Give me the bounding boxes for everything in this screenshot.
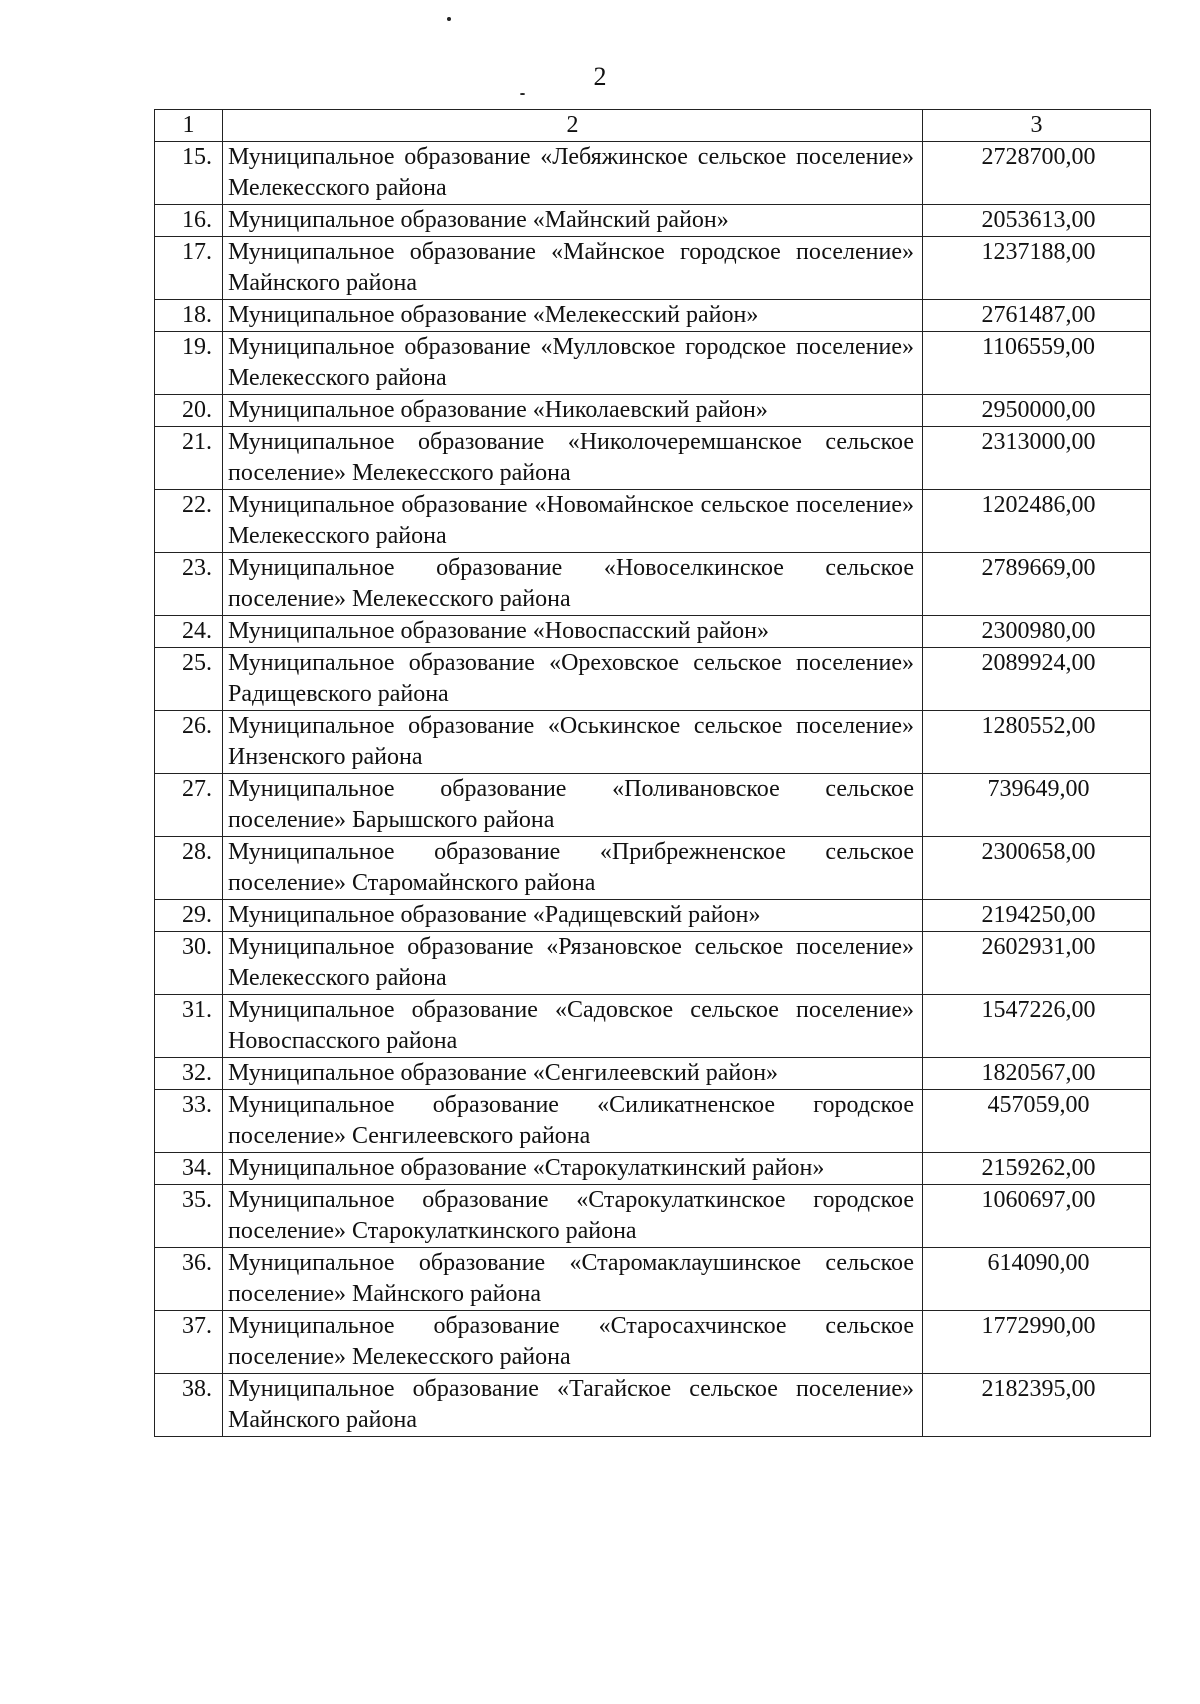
amount: 2728700,00 bbox=[923, 142, 1151, 205]
table-row bbox=[155, 711, 1151, 774]
amount: 614090,00 bbox=[923, 1248, 1151, 1311]
recipients-table bbox=[154, 109, 1151, 1437]
table-row bbox=[155, 648, 1151, 711]
row-number: 16. bbox=[155, 205, 223, 237]
municipality-name: Муниципальное образование «Майнское городское поселение» Майнского района bbox=[223, 237, 923, 300]
table-row bbox=[155, 995, 1151, 1058]
municipality-name: Муниципальное образование «Садовское сельское поселение» Новоспасского района bbox=[223, 995, 923, 1058]
municipality-name: Муниципальное образование «Новоселкинское сельское поселение» Мелекесского района bbox=[223, 553, 923, 616]
row-number: 19. bbox=[155, 332, 223, 395]
table-row bbox=[155, 300, 1151, 332]
amount: 1237188,00 bbox=[923, 237, 1151, 300]
row-number: 27. bbox=[155, 774, 223, 837]
amount: 2789669,00 bbox=[923, 553, 1151, 616]
table-row bbox=[155, 932, 1151, 995]
row-number: 18. bbox=[155, 300, 223, 332]
amount: 2300658,00 bbox=[923, 837, 1151, 900]
row-number: 28. bbox=[155, 837, 223, 900]
amount: 2182395,00 bbox=[923, 1374, 1151, 1437]
table-header bbox=[155, 110, 1151, 142]
scan-speck bbox=[520, 93, 525, 95]
row-number: 32. bbox=[155, 1058, 223, 1090]
table-row bbox=[155, 1311, 1151, 1374]
row-number: 21. bbox=[155, 427, 223, 490]
page-number: 2 bbox=[593, 62, 607, 91]
municipality-name: Муниципальное образование «Лебяжинское сельское поселение» Мелекесского района bbox=[223, 142, 923, 205]
municipality-name: Муниципальное образование «Старосахчинское сельское поселение» Мелекесского района bbox=[223, 1311, 923, 1374]
municipality-name: Муниципальное образование «Старокулаткинское городское поселение» Старокулаткинского района bbox=[223, 1185, 923, 1248]
table-row bbox=[155, 616, 1151, 648]
table-row bbox=[155, 774, 1151, 837]
amount: 2159262,00 bbox=[923, 1153, 1151, 1185]
table-row bbox=[155, 237, 1151, 300]
municipality-name: Муниципальное образование «Прибрежненское сельское поселение» Старомайнского района bbox=[223, 837, 923, 900]
row-number: 38. bbox=[155, 1374, 223, 1437]
header-col-1: 1 bbox=[155, 110, 223, 142]
table-row bbox=[155, 837, 1151, 900]
row-number: 20. bbox=[155, 395, 223, 427]
municipality-name: Муниципальное образование «Поливановское сельское поселение» Барышского района bbox=[223, 774, 923, 837]
table-row bbox=[155, 395, 1151, 427]
header-row bbox=[155, 110, 1151, 142]
row-number: 30. bbox=[155, 932, 223, 995]
municipality-name: Муниципальное образование «Николаевский район» bbox=[223, 395, 923, 427]
municipality-name: Муниципальное образование «Майнский район» bbox=[223, 205, 923, 237]
amount: 1060697,00 bbox=[923, 1185, 1151, 1248]
table-row bbox=[155, 490, 1151, 553]
table-row bbox=[155, 205, 1151, 237]
municipality-name: Муниципальное образование «Оськинское сельское поселение» Инзенского района bbox=[223, 711, 923, 774]
row-number: 34. bbox=[155, 1153, 223, 1185]
row-number: 36. bbox=[155, 1248, 223, 1311]
amount: 2300980,00 bbox=[923, 616, 1151, 648]
amount: 457059,00 bbox=[923, 1090, 1151, 1153]
amount: 2313000,00 bbox=[923, 427, 1151, 490]
amount: 2053613,00 bbox=[923, 205, 1151, 237]
municipality-name: Муниципальное образование «Старокулаткинский район» bbox=[223, 1153, 923, 1185]
row-number: 37. bbox=[155, 1311, 223, 1374]
row-number: 15. bbox=[155, 142, 223, 205]
municipality-name: Муниципальное образование «Новоспасский район» bbox=[223, 616, 923, 648]
municipality-name: Муниципальное образование «Мулловское городское поселение» Мелекесского района bbox=[223, 332, 923, 395]
amount: 2761487,00 bbox=[923, 300, 1151, 332]
row-number: 31. bbox=[155, 995, 223, 1058]
amount: 2194250,00 bbox=[923, 900, 1151, 932]
amount: 1547226,00 bbox=[923, 995, 1151, 1058]
municipality-name: Муниципальное образование «Радищевский район» bbox=[223, 900, 923, 932]
row-number: 17. bbox=[155, 237, 223, 300]
row-number: 33. bbox=[155, 1090, 223, 1153]
table-row bbox=[155, 1090, 1151, 1153]
amount: 739649,00 bbox=[923, 774, 1151, 837]
row-number: 35. bbox=[155, 1185, 223, 1248]
row-number: 25. bbox=[155, 648, 223, 711]
municipality-name: Муниципальное образование «Мелекесский район» bbox=[223, 300, 923, 332]
municipality-name: Муниципальное образование «Тагайское сельское поселение» Майнского района bbox=[223, 1374, 923, 1437]
row-number: 26. bbox=[155, 711, 223, 774]
table-row bbox=[155, 142, 1151, 205]
municipality-name: Муниципальное образование «Рязановское сельское поселение» Мелекесского района bbox=[223, 932, 923, 995]
row-number: 22. bbox=[155, 490, 223, 553]
amount: 1820567,00 bbox=[923, 1058, 1151, 1090]
municipality-name: Муниципальное образование «Старомаклаушинское сельское поселение» Майнского района bbox=[223, 1248, 923, 1311]
municipality-name: Муниципальное образование «Сенгилеевский район» bbox=[223, 1058, 923, 1090]
table-row bbox=[155, 900, 1151, 932]
table-row bbox=[155, 1185, 1151, 1248]
table-row bbox=[155, 553, 1151, 616]
municipality-name: Муниципальное образование «Ореховское сельское поселение» Радищевского района bbox=[223, 648, 923, 711]
row-number: 24. bbox=[155, 616, 223, 648]
amount: 2089924,00 bbox=[923, 648, 1151, 711]
amount: 2950000,00 bbox=[923, 395, 1151, 427]
row-number: 23. bbox=[155, 553, 223, 616]
header-col-2: 2 bbox=[223, 110, 923, 142]
amount: 1106559,00 bbox=[923, 332, 1151, 395]
table-row bbox=[155, 1058, 1151, 1090]
municipality-name: Муниципальное образование «Силикатненское городское поселение» Сенгилеевского района bbox=[223, 1090, 923, 1153]
amount: 1280552,00 bbox=[923, 711, 1151, 774]
municipality-name: Муниципальное образование «Новомайнское сельское поселение» Мелекесского района bbox=[223, 490, 923, 553]
table-row bbox=[155, 1153, 1151, 1185]
table-row bbox=[155, 427, 1151, 490]
amount: 1772990,00 bbox=[923, 1311, 1151, 1374]
table-row bbox=[155, 1248, 1151, 1311]
municipality-name: Муниципальное образование «Николочеремшанское сельское поселение» Мелекесского района bbox=[223, 427, 923, 490]
scan-speck bbox=[447, 17, 451, 21]
header-col-3: 3 bbox=[923, 110, 1151, 142]
row-number: 29. bbox=[155, 900, 223, 932]
table-row bbox=[155, 332, 1151, 395]
amount: 2602931,00 bbox=[923, 932, 1151, 995]
table-body bbox=[155, 142, 1151, 1437]
amount: 1202486,00 bbox=[923, 490, 1151, 553]
table-row bbox=[155, 1374, 1151, 1437]
